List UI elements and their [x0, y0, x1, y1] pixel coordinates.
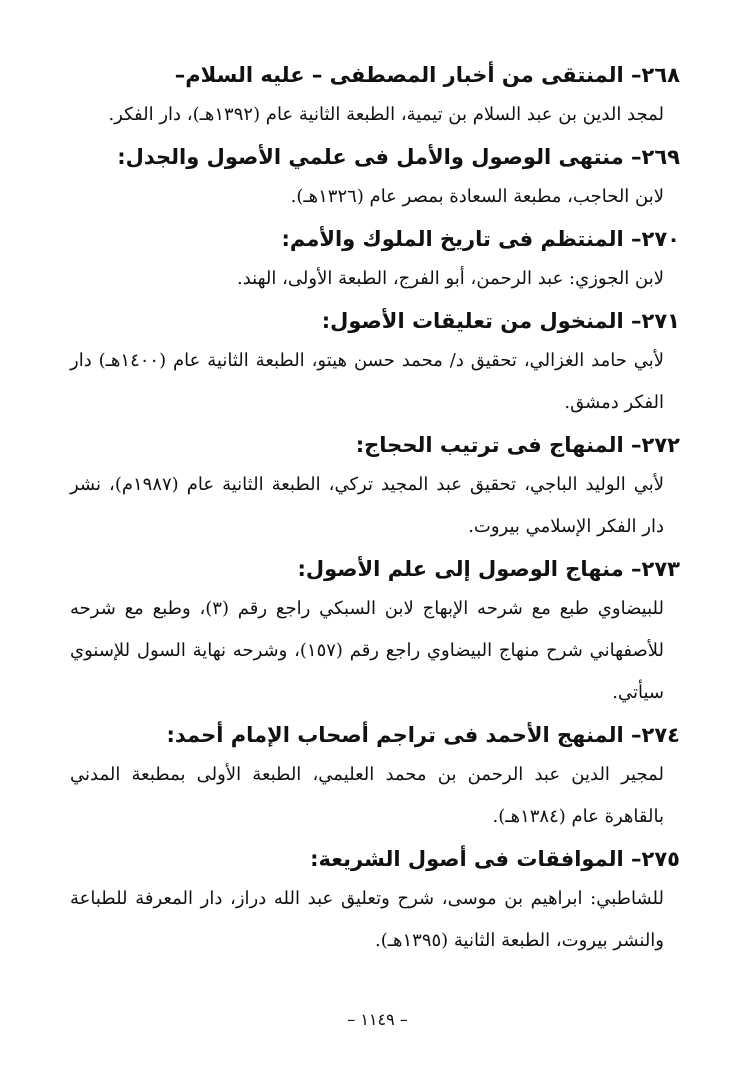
bibliography-entry-274 — [70, 716, 680, 838]
entry-body: للبيضاوي طبع مع شرحه الإبهاج لابن السبكي راجع رقم (٣)، وطبع مع شرحه للأصفهاني شرح منهاج البيضاوي راجع رقم (١٥٧)، وشرحه نهاية السول للإسنوي سيأتي. — [70, 598, 664, 703]
bibliography-entry-275 — [70, 840, 680, 962]
entry-body: لمجد الدين بن عبد السلام بن تيمية، الطبعة الثانية عام (١٣٩٢هـ)، دار الفكر. — [108, 104, 664, 125]
entry-title: ٢٧٤– المنهج الأحمد فى تراجم أصحاب الإمام أحمد: — [166, 723, 680, 747]
entry-body: لأبي حامد الغزالي، تحقيق د/ محمد حسن هيتو، الطبعة الثانية عام (١٤٠٠هـ) دار الفكر دمشق. — [70, 350, 664, 413]
bibliography-entry-269 — [70, 138, 680, 218]
entry-body: لابن الجوزي: عبد الرحمن، أبو الفرج، الطبعة الأولى، الهند. — [237, 268, 664, 289]
bibliography-entry-272 — [70, 426, 680, 548]
entry-title: ٢٧٥– الموافقات فى أصول الشريعة: — [310, 847, 680, 871]
bibliography-entry-273 — [70, 550, 680, 714]
bibliography-entry-270 — [70, 220, 680, 300]
page-number: – ١١٤٩ – — [347, 1010, 408, 1029]
bibliography-entry-271 — [70, 302, 680, 424]
entry-body: لأبي الوليد الباجي، تحقيق عبد المجيد تركي، الطبعة الثانية عام (١٩٨٧م)، نشر دار الفكر الإسلامي بيروت. — [70, 474, 664, 537]
entry-body: للشاطبي: ابراهيم بن موسى، شرح وتعليق عبد الله دراز، دار المعرفة للطباعة والنشر بيروت، الطبعة الثانية (١٣٩٥هـ). — [70, 888, 664, 951]
entry-title: ٢٧٢– المنهاج فى ترتيب الحجاج: — [355, 433, 680, 457]
bibliography-entry-268 — [70, 56, 680, 136]
entry-body: لمجير الدين عبد الرحمن بن محمد العليمي، الطبعة الأولى بمطبعة المدني بالقاهرة عام (١٣٨٤هـ). — [70, 764, 664, 827]
entry-title: ٢٦٩– منتهى الوصول والأمل فى علمي الأصول والجدل: — [117, 145, 680, 169]
entry-title: ٢٧١– المنخول من تعليقات الأصول: — [321, 309, 680, 333]
entry-title: ٢٧٣– منهاج الوصول إلى علم الأصول: — [297, 557, 680, 581]
entry-title: ٢٦٨– المنتقى من أخبار المصطفى – عليه السلام– — [174, 63, 680, 87]
entry-title: ٢٧٠– المنتظم فى تاريخ الملوك والأمم: — [281, 227, 680, 251]
entry-body: لابن الحاجب، مطبعة السعادة بمصر عام (١٣٢٦هـ). — [290, 186, 664, 207]
